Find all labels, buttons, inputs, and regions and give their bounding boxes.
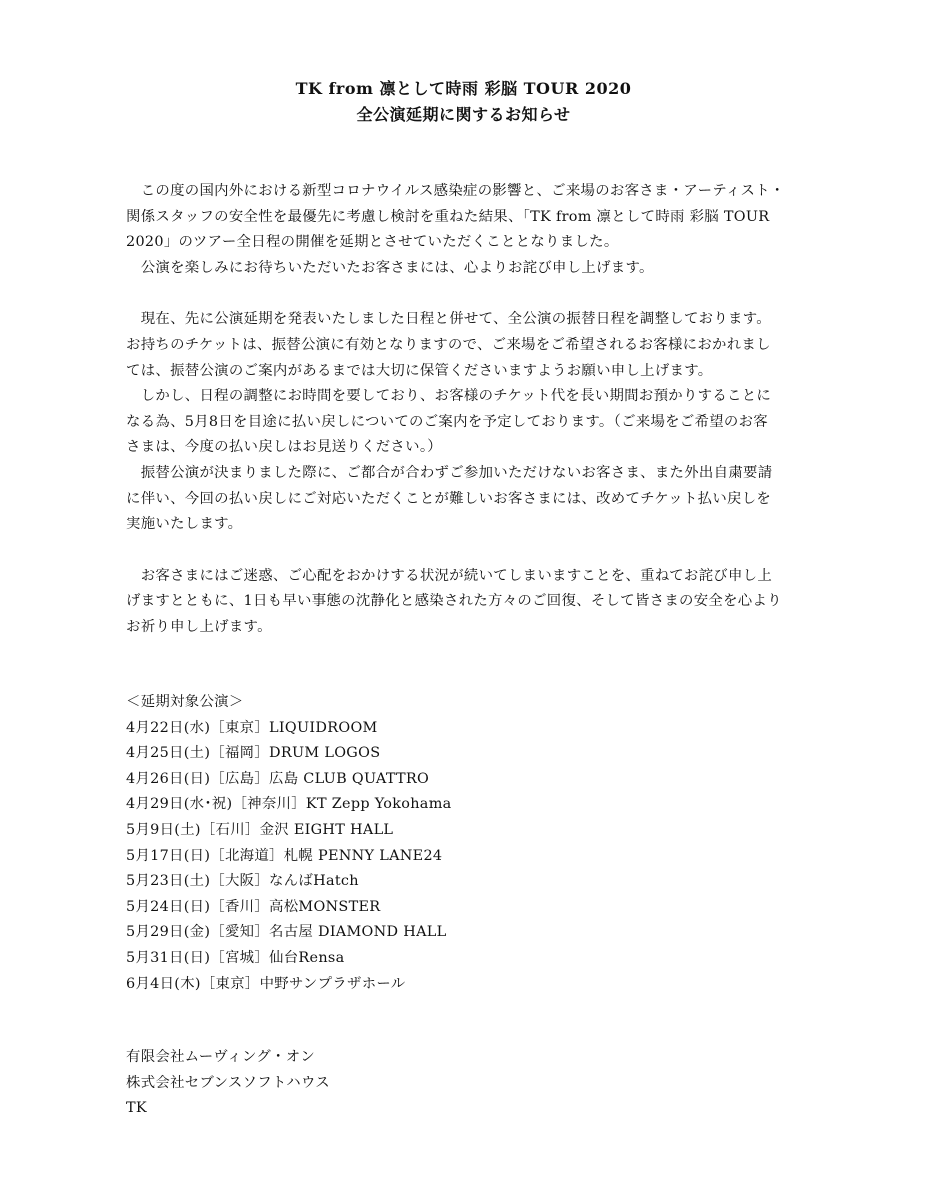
text-line: お客さまにはご迷惑、ご心配をおかけする状況が続いてしまいますことを、重ねてお詫び申し上 [126,567,773,584]
schedule-header: ＜延期対象公演＞ [126,694,244,710]
text-line: 公演を楽しみにお待ちいただいたお客さまには、心よりお詫び申し上げます。 [126,259,654,276]
signature-artist: TK [126,1100,147,1117]
text-line: この度の国内外における新型コロナウイルス感染症の影響と、ご来場のお客さま・アーティスト・ [126,183,785,199]
title-line-1: TK from 凛として時雨 彩脳 TOUR 2020 [295,79,632,98]
schedule-item: 5月9日(土)［石川］金沢 EIGHT HALL [126,821,394,838]
text-line: 2020」のツアー全日程の開催を延期とさせていただくこととなりました。 [126,234,619,251]
signature-company-1: 有限会社ムーヴィング・オン [126,1049,316,1065]
schedule-item: 5月31日(日)［宮城］仙台Rensa [126,949,345,966]
text-line: 関係スタッフの安全性を最優先に考慮し検討を重ねた結果、「TK from 凛として時雨 彩脳 TOUR [126,208,770,225]
schedule-item: 5月24日(日)［香川］高松MONSTER [126,898,381,915]
schedule-item: 5月17日(日)［北海道］札幌 PENNY LANE24 [126,847,443,864]
schedule-item: 5月23日(土)［大阪］なんばHatch [126,873,359,890]
schedule-item: 4月29日(水･祝)［神奈川］KT Zepp Yokohama [126,796,452,813]
schedule-section [126,690,806,997]
title-line-2: 全公演延期に関するお知らせ [356,105,571,124]
document-title [0,76,927,128]
signature-company-2: 株式会社セブンスソフトハウス [126,1074,330,1091]
signature-block [126,1045,806,1122]
announcement-body [126,179,806,667]
paragraph-refund-info [126,307,806,537]
paragraph-postponement [126,179,806,281]
schedule-item: 6月4日(木)［東京］中野サンプラザホール [126,975,406,992]
text-line: に伴い、今回の払い戻しにご対応いただくことが難しいお客さまには、改めてチケット払い戻しを [126,490,772,507]
text-line: 実施いたします。 [126,516,243,533]
text-line: お持ちのチケットは、振替公演に有効となりますので、ご来場をご希望されるお客様におかれまし [126,336,771,353]
schedule-item: 4月26日(日)［広島］広島 CLUB QUATTRO [126,770,430,787]
text-line: 現在、先に公演延期を発表いたしました日程と併せて、全公演の振替日程を調整しております。 [126,311,771,328]
text-line: しかし、日程の調整にお時間を要しており、お客様のチケット代を長い期間お預かりすることに [126,388,772,405]
text-line: なる為、5月8日を目途に払い戻しについてのご案内を予定しております。（ご来場をご希望のお客 [126,413,768,430]
schedule-item: 4月22日(水)［東京］LIQUIDROOM [126,719,378,736]
text-line: げますとともに、1日も早い事態の沈静化と感染された方々のご回復、そして皆さまの安全を心より [126,593,782,610]
schedule-item: 4月25日(土)［福岡］DRUM LOGOS [126,745,381,762]
text-line: 振替公演が決まりました際に、ご都合が合わずご参加いただけないお客さま、また外出自粛要請 [126,464,773,481]
paragraph-apology [126,564,806,641]
schedule-item: 5月29日(金)［愛知］名古屋 DIAMOND HALL [126,924,447,941]
text-line: お祈り申し上げます。 [126,618,272,635]
text-line: ては、振替公演のご案内があるまでは大切に保管くださいますようお願い申し上げます。 [126,362,713,379]
text-line: さまは、今度の払い戻しはお見送りください。） [126,439,442,456]
